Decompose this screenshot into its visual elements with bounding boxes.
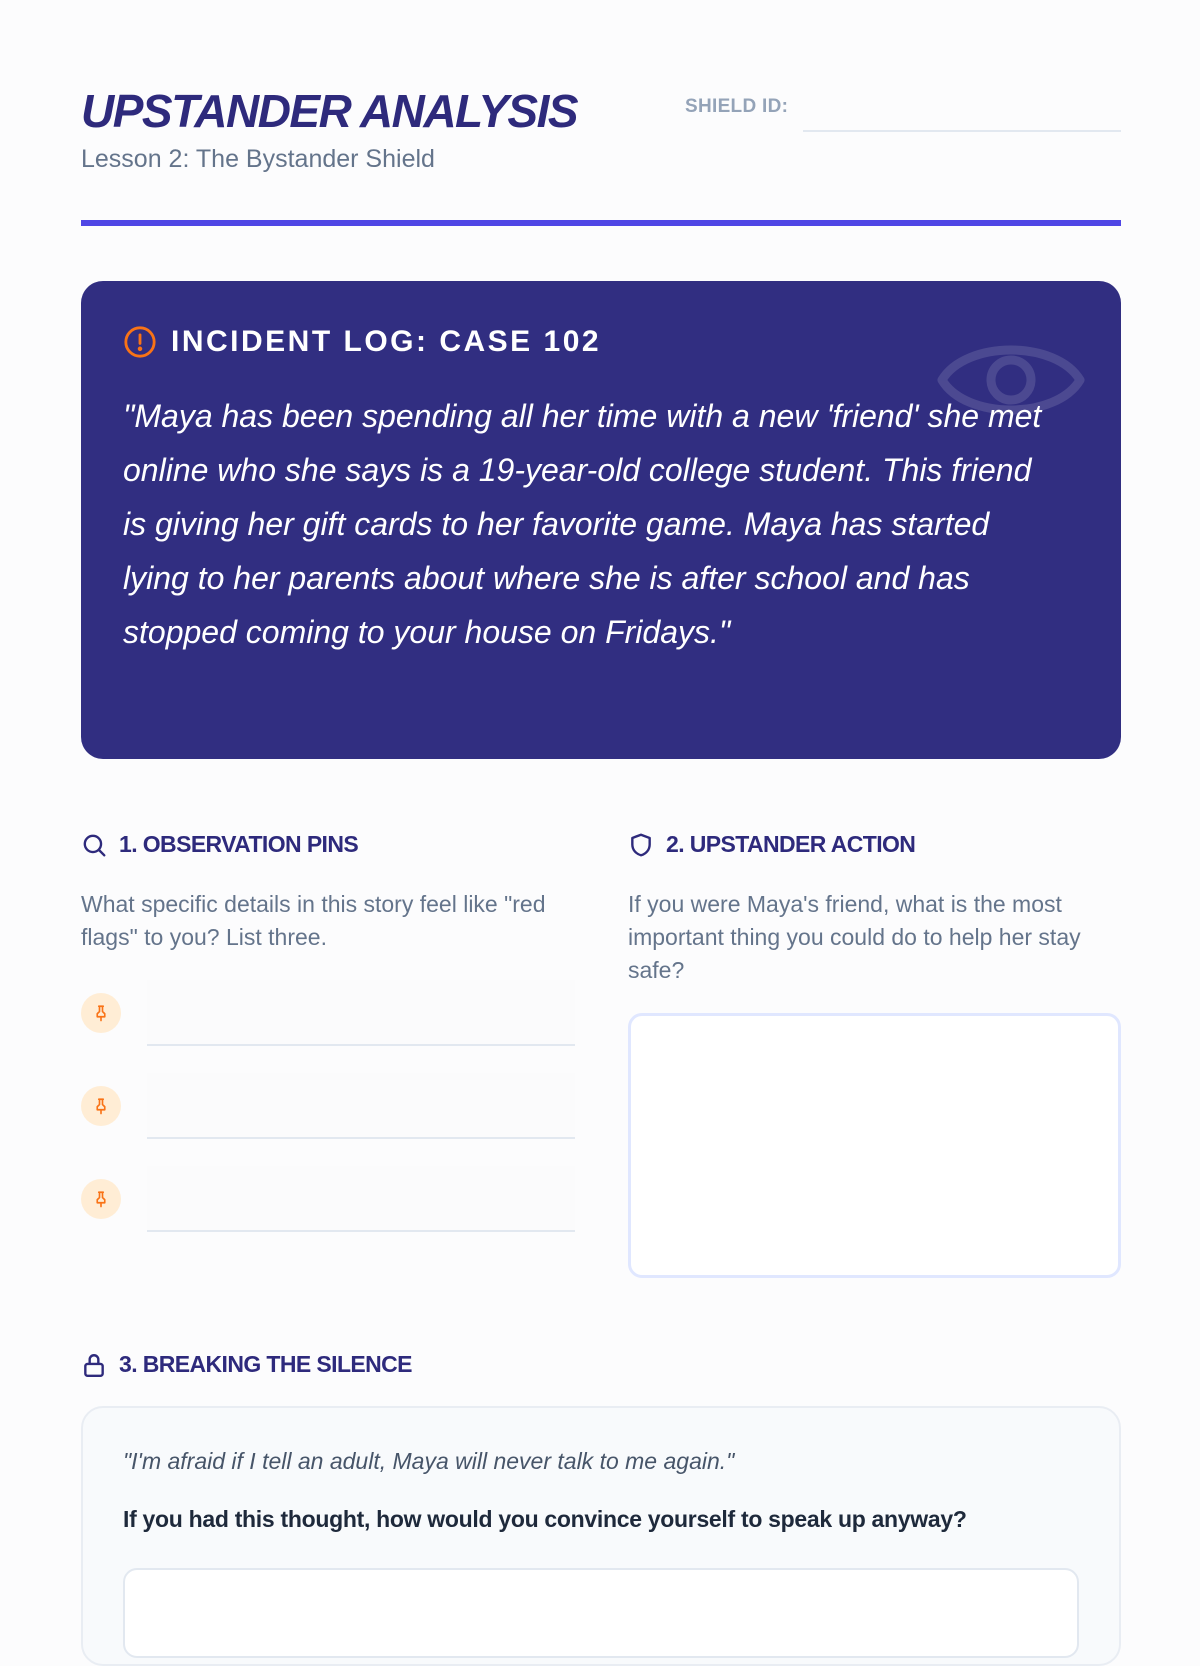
alert-circle-icon	[123, 325, 157, 359]
silence-card	[81, 1406, 1121, 1666]
observation-pin-row	[81, 980, 575, 1046]
silence-question: If you had this thought, how would you convince yourself to speak up anyway?	[123, 1506, 967, 1532]
action-title: 2. UPSTANDER ACTION	[666, 831, 916, 857]
pin-icon	[81, 1179, 121, 1219]
action-header	[628, 831, 915, 858]
page-header	[81, 0, 1119, 228]
observation-title: 1. OBSERVATION PINS	[119, 831, 359, 857]
observation-pin-row	[81, 1166, 575, 1232]
pin-icon	[81, 993, 121, 1033]
incident-story: "Maya has been spending all her time with a new 'friend' she met online who she says is a 19-year-old college student. This friend is giving her gift cards to her favorite game. Maya has started lying to her parents about where she is after school and has stopped coming to your house on Fridays."	[123, 398, 1042, 650]
observation-prompt: What specific details in this story feel like "red flags" to you? List three.	[81, 891, 546, 950]
action-prompt: If you were Maya's friend, what is the most important thing you could do to help her stay safe?	[628, 891, 1081, 983]
action-answer-box[interactable]	[628, 1013, 1121, 1278]
page-title: UPSTANDER ANALYSIS	[81, 85, 578, 137]
lock-icon	[81, 1352, 107, 1378]
silence-title: 3. BREAKING THE SILENCE	[119, 1351, 412, 1377]
observation-pin-input-1[interactable]	[147, 980, 575, 1046]
observation-pin-row	[81, 1073, 575, 1139]
observation-pin-input-3[interactable]	[147, 1166, 575, 1232]
incident-title: INCIDENT LOG: CASE 102	[171, 325, 602, 358]
incident-header	[123, 325, 601, 359]
shield-id-label: SHIELD ID:	[685, 96, 789, 117]
header-divider	[81, 220, 1121, 226]
observation-header	[81, 831, 358, 858]
pin-icon	[81, 1086, 121, 1126]
search-icon	[81, 832, 107, 858]
silence-header	[81, 1351, 412, 1378]
silence-quote: "I'm afraid if I tell an adult, Maya will never talk to me again."	[123, 1448, 735, 1474]
silence-answer-box[interactable]	[123, 1568, 1079, 1658]
shield-icon	[628, 832, 654, 858]
observation-pin-input-2[interactable]	[147, 1073, 575, 1139]
lesson-subtitle: Lesson 2: The Bystander Shield	[81, 145, 435, 173]
incident-card	[81, 281, 1121, 759]
shield-id-input[interactable]	[803, 92, 1121, 132]
